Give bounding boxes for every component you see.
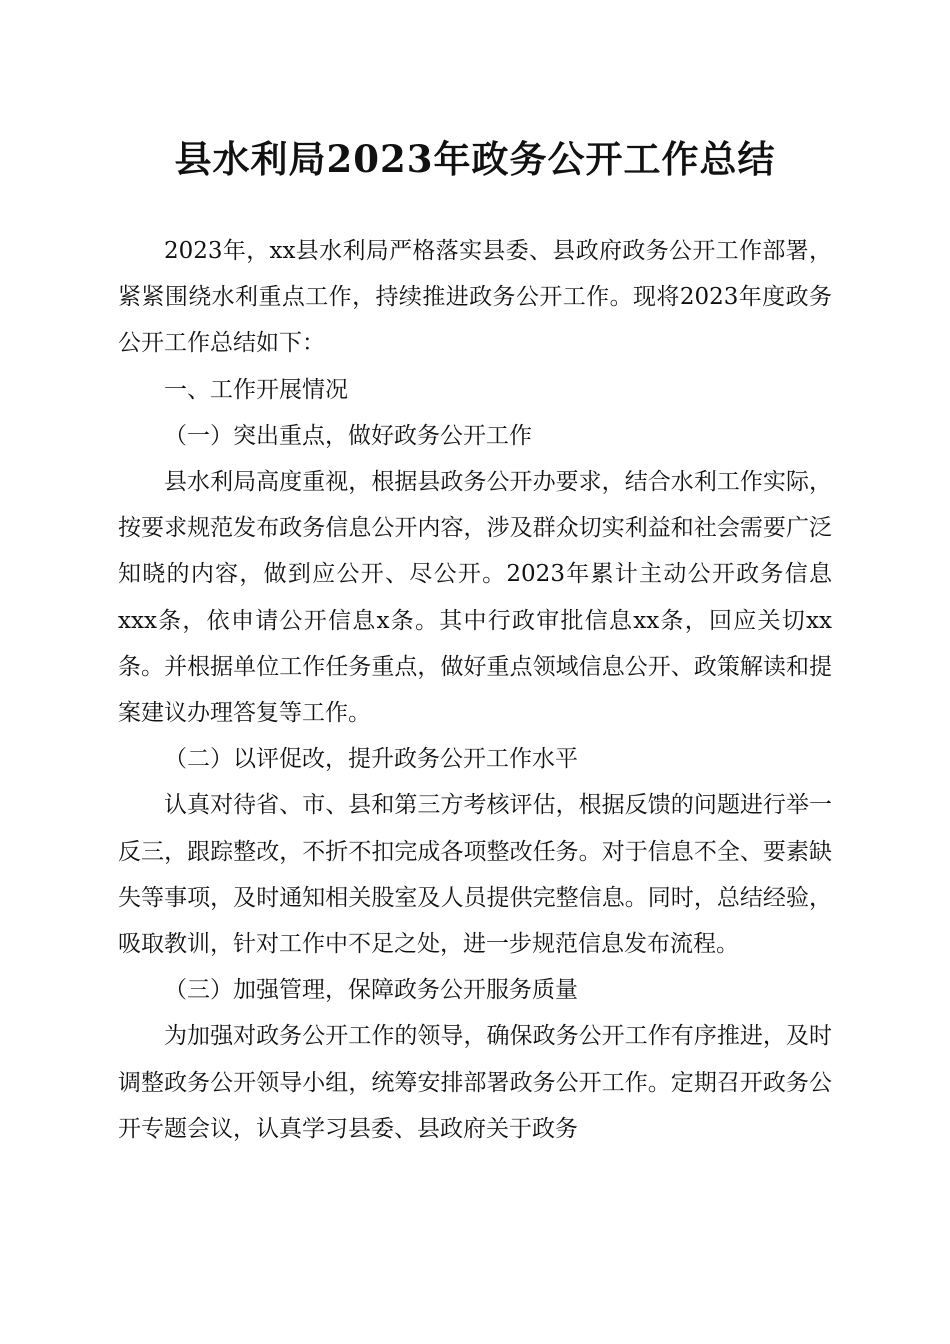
subsection-heading-2: （二）以评促改，提升政务公开工作水平 (164, 746, 578, 773)
subsection-paragraph-2: 认真对待省、市、县和第三方考核评估，根据反馈的问题进行举一反三，跟踪整改，不折不扣完成各项整改任务。对于信息不全、要素缺失等事项，及时通知相关股室及人员提供完整信息。同时，总结经验，吸取教训，针对工作中不足之处，进一步规范信息发布流程。 (118, 792, 832, 958)
subsection-heading-1: （一）突出重点，做好政务公开工作 (164, 422, 532, 449)
subsection-paragraph-1: 县水利局高度重视，根据县政务公开办要求，结合水利工作实际，按要求规范发布政务信息公开内容，涉及群众切实利益和社会需要广泛知晓的内容，做到应公开、尽公开。2023年累计主动公开政务信息xxx条，依申请公开信息x条。其中行政审批信息xx条，回应关切xx条。并根据单位工作任务重点，做好重点领域信息公开、政策解读和提案建议办理答复等工作。 (118, 469, 832, 727)
document-body (118, 228, 832, 1152)
section-heading: 一、工作开展情况 (164, 376, 348, 403)
document-title: 县水利局2023年政务公开工作总结 (174, 137, 776, 181)
subsection-paragraph-3: 为加强对政务公开工作的领导，确保政务公开工作有序推进，及时调整政务公开领导小组，统筹安排部署政务公开工作。定期召开政务公开专题会议，认真学习县委、县政府关于政务 (118, 1023, 832, 1142)
intro-paragraph: 2023年，xx县水利局严格落实县委、县政府政务公开工作部署，紧紧围绕水利重点工作，持续推进政务公开工作。现将2023年度政务公开工作总结如下： (118, 238, 832, 357)
subsection-heading-3: （三）加强管理，保障政务公开服务质量 (164, 977, 578, 1004)
